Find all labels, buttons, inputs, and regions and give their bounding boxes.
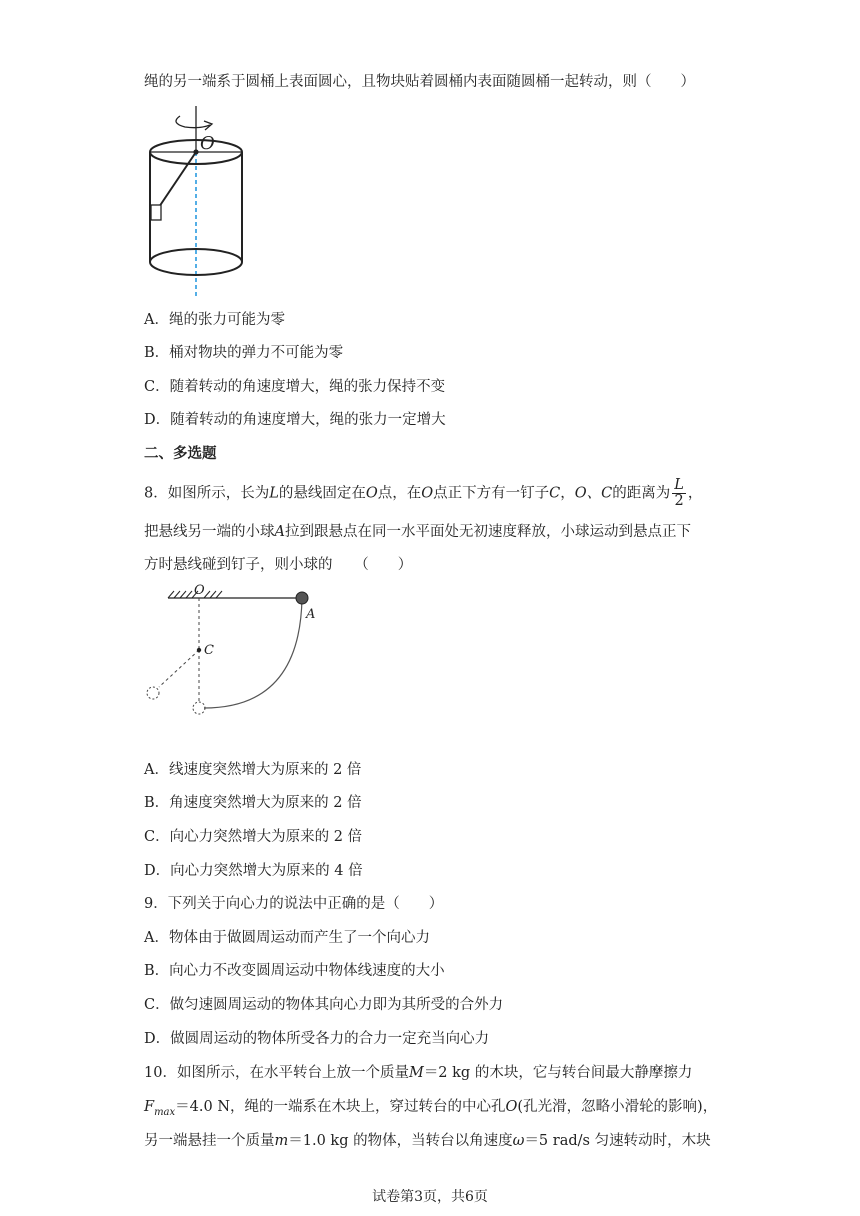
q8-label-C: C bbox=[204, 643, 214, 658]
q7-option-c: C．随着转动的角速度增大，绳的张力保持不变 bbox=[144, 379, 446, 395]
section-title-multi-choice: 二、多选题 bbox=[144, 445, 217, 462]
q7-cylinder-figure bbox=[140, 106, 260, 298]
page-footer: 试卷第3页，共6页 bbox=[372, 1189, 488, 1205]
q9-option-b: B．向心力不改变圆周运动中物体线速度的大小 bbox=[144, 963, 445, 979]
q10-stem-line-3: 另一端悬挂一个质量m＝1.0 kg 的物体，当转台以角速度ω＝5 rad/s 匀速转动时，木块 bbox=[144, 1133, 711, 1149]
q7-stem-tail: 绳的另一端系于圆桶上表面圆心，且物块贴着圆桶内表面随圆桶一起转动，则（ ） bbox=[144, 74, 695, 90]
q8-label-A: A bbox=[306, 607, 316, 622]
q10-stem-line-2: $F_{max}=4.0$ N，绳的一端系在木块上，穿过转台的中心孔O(孔光滑，忽略小滑轮的影响)， bbox=[144, 1099, 718, 1118]
q8-stem-line-3: 方时悬线碰到钉子，则小球的 （ ） bbox=[144, 557, 413, 573]
q8-option-a: A．线速度突然增大为原来的 2 倍 bbox=[144, 762, 362, 778]
q9-option-d: D．做圆周运动的物体所受各力的合力一定充当向心力 bbox=[144, 1031, 490, 1047]
fraction-L-over-2: $\frac{L}{2}$ bbox=[674, 477, 684, 509]
q7-option-d: D．随着转动的角速度增大，绳的张力一定增大 bbox=[144, 412, 446, 428]
q9-option-a: A．物体由于做圆周运动而产生了一个向心力 bbox=[144, 930, 430, 946]
q8-label-O: O bbox=[194, 583, 205, 598]
q10-stem-line-1: 10．如图所示，在水平转台上放一个质量M＝2 kg 的木块，它与转台间最大静摩擦力 bbox=[144, 1065, 693, 1081]
q9-option-c: C．做匀速圆周运动的物体其向心力即为其所受的合外力 bbox=[144, 997, 504, 1013]
q7-option-b: B．桶对物块的弹力不可能为零 bbox=[144, 345, 344, 361]
q8-option-c: C．向心力突然增大为原来的 2 倍 bbox=[144, 829, 363, 845]
q8-option-b: B．角速度突然增大为原来的 2 倍 bbox=[144, 795, 362, 811]
q7-option-a: A．绳的张力可能为零 bbox=[144, 312, 285, 328]
q8-pendulum-figure bbox=[142, 582, 332, 722]
q9-stem: 9．下列关于向心力的说法中正确的是（ ） bbox=[144, 896, 444, 912]
q8-option-d: D．向心力突然增大为原来的 4 倍 bbox=[144, 863, 363, 879]
q7-label-O: O bbox=[200, 133, 215, 154]
q8-stem-line-1: 8．如图所示，长为L的悬线固定在O点，在O点正下方有一钉子C，O、C的距离为 $\frac{L}{2}$ ， bbox=[144, 477, 703, 509]
q8-stem-line-2: 把悬线另一端的小球A拉到跟悬点在同一水平面处无初速度释放，小球运动到悬点正下 bbox=[144, 524, 691, 540]
